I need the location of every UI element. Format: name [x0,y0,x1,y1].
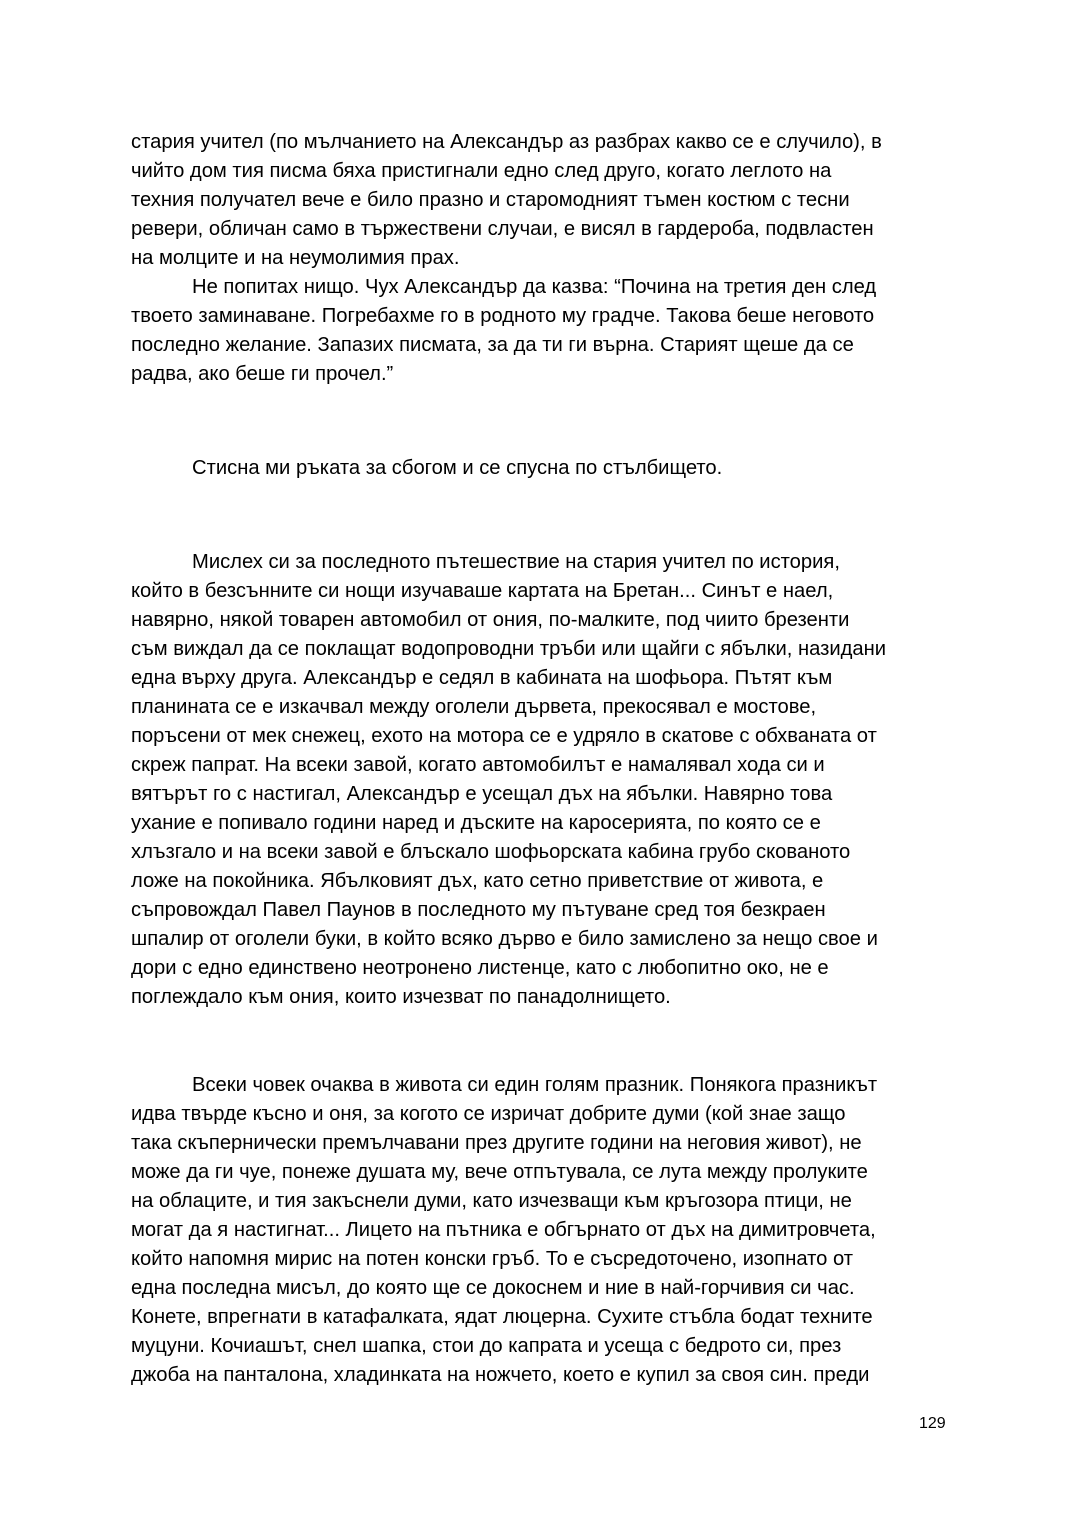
text-line: чийто дом тия писма бяха пристигнали едно след друго, когато леглото на [131,160,832,182]
text-line: ухание е попивало години наред и дъските на каросерията, по която се е [131,812,821,834]
text-line: ревери, обличан само в тържествени случаи, е висял в гардероба, подвластен [131,218,874,240]
text-line: вятърът го с настигал, Александър е усещал дъх на ябълки. Навярно това [131,783,833,805]
text-line: Всеки човек очаква в живота си един голям празник. Понякога празникът [192,1074,878,1096]
paragraph-1 [131,128,951,273]
text-line: стария учител (по мълчанието на Александър аз разбрах какво се е случило), в [131,131,882,153]
text-line: който напомня мирис на потен конски гръб. То е съсредоточено, изопнато от [131,1248,854,1270]
text-line: могат да я настигнат... Лицето на пътника е обгърнато от дъх на димитровчета, [131,1219,876,1241]
text-line: една върху друга. Александър е седял в кабината на шофьора. Пътят към [131,667,833,689]
text-line: дори с едно единствено неотронено листенце, като с любопитно око, не е [131,957,829,979]
text-line: твоето заминаване. Погребахме го в родното му градче. Такова беше неговото [131,305,875,327]
text-line: на молците и на неумолимия прах. [131,247,460,269]
text-line: Мислех си за последното пътешествие на стария учител по история, [192,551,840,573]
text-line: радва, ако беше ги прочел.” [131,363,394,385]
text-line: последно желание. Запазих писмата, за да ти ги върна. Старият щеше да се [131,334,854,356]
text-line: поглеждало към ония, които изчезват по панадолнището. [131,986,671,1008]
text-line: поръсени от мек снежец, ехото на мотора се е удряло в скатове с обхваната от [131,725,877,747]
text-line: една последна мисъл, до която ще се докоснем и ние в най-горчивия си час. [131,1277,855,1299]
text-line: Конете, впрегнати в катафалката, ядат люцерна. Сухите стъбла бодат техните [131,1306,873,1328]
text-line: така скъпернически премълчавани през другите години на неговия живот), не [131,1132,862,1154]
paragraph-3 [131,454,951,483]
paragraph-2 [131,273,951,389]
text-line: съпровождал Павел Паунов в последното му пътуване сред тоя безкраен [131,899,826,921]
paragraph-4 [131,548,951,1012]
text-line: Стисна ми ръката за сбогом и се спусна по стълбището. [192,457,723,479]
text-line: може да ги чуе, понеже душата му, вече отпътувала, се лута между пролуките [131,1161,868,1183]
text-line: Не попитах нищо. Чух Александър да казва: “Почина на третия ден след [192,276,877,298]
text-line: скреж папрат. На всеки завой, когато автомобилът е намалявал хода си и [131,754,825,776]
text-line: техния получател вече е било празно и старомодният тъмен костюм с тесни [131,189,850,211]
text-line: шпалир от оголели буки, в който всяко дърво е било замислено за нещо свое и [131,928,878,950]
text-line: идва твърде късно и оня, за когото се изричат добрите думи (кой знае защо [131,1103,846,1125]
text-line: муцуни. Кочиашът, снел шапка, стои до капрата и усеща с бедрото си, през [131,1335,842,1357]
text-line: на облаците, и тия закъснели думи, като изчезващи към кръгозора птици, не [131,1190,852,1212]
text-line: съм виждал да се поклащат водопроводни тръби или щайги с ябълки, назидани [131,638,887,660]
text-line: навярно, някой товарен автомобил от ония, по-малките, под чиито брезенти [131,609,850,631]
text-line: ложе на покойника. Ябълковият дъх, като сетно приветствие от живота, е [131,870,824,892]
page-number: 129 [919,1415,946,1432]
text-line: който в безсънните си нощи изучаваше картата на Бретан... Синът е наел, [131,580,834,602]
text-line: планината се е изкачвал между оголели дървета, прекосявал е мостове, [131,696,817,718]
text-line: джоба на панталона, хладинката на ножчето, което е купил за своя син. преди [131,1364,870,1386]
text-line: хлъзгало и на всеки завой е блъскало шофьорската кабина грубо скованото [131,841,851,863]
paragraph-5 [131,1071,951,1390]
